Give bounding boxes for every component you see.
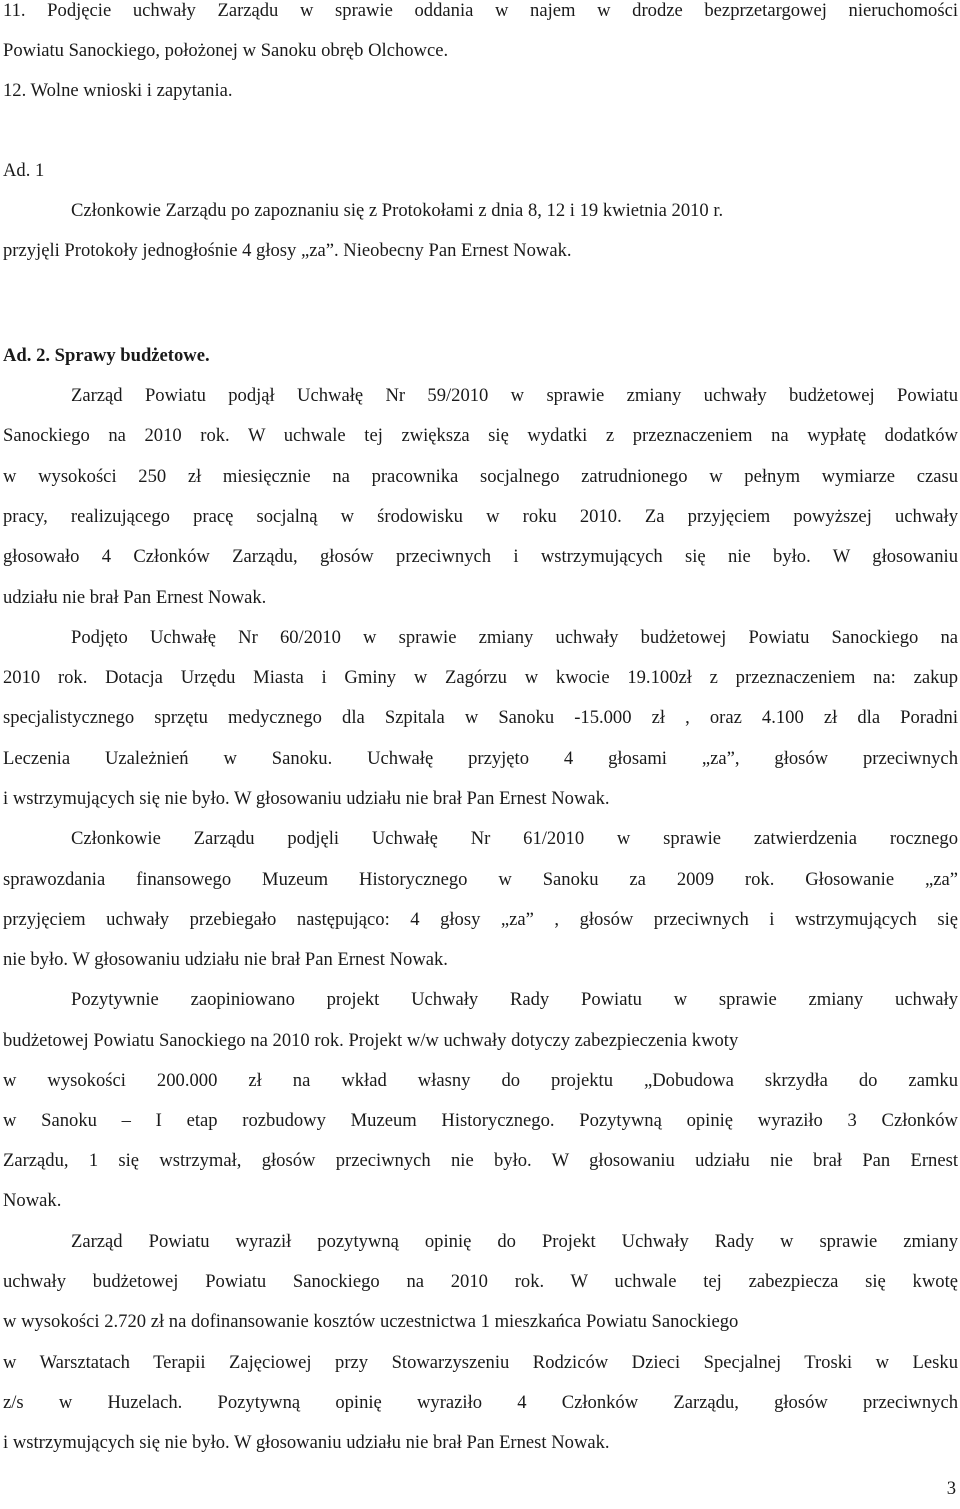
ad2-p4-line-3: w wysokości 200.000 zł na wkład własny do projektu „Dobudowa skrzydła do zamku — [3, 1070, 958, 1091]
ad2-p5-line-4: w Warsztatach Terapii Zajęciowej przy Stowarzyszeniu Rodziców Dzieci Specjalnej Troski w Lesku — [3, 1352, 958, 1373]
ad2-p5-line-3: w wysokości 2.720 zł na dofinansowanie kosztów uczestnictwa 1 mieszkańca Powiatu Sanockiego — [3, 1311, 739, 1332]
page-number: 3 — [946, 1478, 956, 1499]
ad1-heading: Ad. 1 — [3, 160, 45, 181]
ad2-p1-line-2: Sanockiego na 2010 rok. W uchwale tej zwiększa się wydatki z przeznaczeniem na wypłatę dodatków — [3, 425, 958, 446]
ad2-p5-line-5: z/s w Huzelach. Pozytywną opinię wyraziło 4 Członków Zarządu, głosów przeciwnych — [3, 1392, 958, 1413]
ad2-p1-line-3: w wysokości 250 zł miesięcznie na pracownika socjalnego zatrudnionego w pełnym wymiarze czasu — [3, 466, 958, 487]
ad1-line-2: przyjęli Protokoły jednogłośnie 4 głosy „za”. Nieobecny Pan Ernest Nowak. — [3, 240, 572, 261]
ad2-heading: Ad. 2. Sprawy budżetowe. — [3, 345, 210, 366]
ad2-p2-line-4: Leczenia Uzależnień w Sanoku. Uchwałę przyjęto 4 głosami „za”, głosów przeciwnych — [3, 748, 958, 769]
agenda-item-11-line-2: Powiatu Sanockiego, położonej w Sanoku obręb Olchowce. — [3, 40, 449, 61]
ad2-p4-line-5: Zarządu, 1 się wstrzymał, głosów przeciwnych nie było. W głosowaniu udziału nie brał Pan Ernest — [3, 1150, 958, 1171]
ad2-p2-line-2: 2010 rok. Dotacja Urzędu Miasta i Gminy w Zagórzu w kwocie 19.100zł z przeznaczeniem na: zakup — [3, 667, 958, 688]
ad2-p1-line-1: Zarząd Powiatu podjął Uchwałę Nr 59/2010 w sprawie zmiany uchwały budżetowej Powiatu — [71, 385, 958, 406]
ad2-p2-line-5: i wstrzymujących się nie było. W głosowaniu udziału nie brał Pan Ernest Nowak. — [3, 788, 610, 809]
ad2-p2-line-1: Podjęto Uchwałę Nr 60/2010 w sprawie zmiany uchwały budżetowej Powiatu Sanockiego na — [71, 627, 958, 648]
ad2-p4-line-1: Pozytywnie zaopiniowano projekt Uchwały Rady Powiatu w sprawie zmiany uchwały — [71, 989, 958, 1010]
ad2-p3-line-3: przyjęciem uchwały przebiegało następująco: 4 głosy „za” , głosów przeciwnych i wstrzymujących się — [3, 909, 958, 930]
ad2-p4-line-6: Nowak. — [3, 1190, 62, 1211]
ad2-p3-line-4: nie było. W głosowaniu udziału nie brał Pan Ernest Nowak. — [3, 949, 448, 970]
ad2-p1-line-5: głosowało 4 Członków Zarządu, głosów przeciwnych i wstrzymujących się nie było. W głosowaniu — [3, 546, 958, 567]
ad2-p1-line-6: udziału nie brał Pan Ernest Nowak. — [3, 587, 267, 608]
ad2-p3-line-2: sprawozdania finansowego Muzeum Historycznego w Sanoku za 2009 rok. Głosowanie „za” — [3, 869, 958, 890]
ad1-line-1: Członkowie Zarządu po zapoznaniu się z Protokołami z dnia 8, 12 i 19 kwietnia 2010 r. — [71, 200, 724, 221]
ad2-p3-line-1: Członkowie Zarządu podjęli Uchwałę Nr 61/2010 w sprawie zatwierdzenia rocznego — [71, 828, 958, 849]
agenda-item-11-line-1: 11. Podjęcie uchwały Zarządu w sprawie oddania w najem w drodze bezprzetargowej nieruchomości — [3, 0, 958, 21]
ad2-p4-line-4: w Sanoku – I etap rozbudowy Muzeum Historycznego. Pozytywną opinię wyraziło 3 Członków — [3, 1110, 958, 1131]
agenda-item-12: 12. Wolne wnioski i zapytania. — [3, 80, 233, 101]
ad2-p5-line-6: i wstrzymujących się nie było. W głosowaniu udziału nie brał Pan Ernest Nowak. — [3, 1432, 610, 1453]
ad2-p2-line-3: specjalistycznego sprzętu medycznego dla Szpitala w Sanoku -15.000 zł , oraz 4.100 zł dla Poradni — [3, 707, 958, 728]
ad2-p5-line-1: Zarząd Powiatu wyraził pozytywną opinię do Projekt Uchwały Rady w sprawie zmiany — [71, 1231, 958, 1252]
ad2-p1-line-4: pracy, realizującego pracę socjalną w środowisku w roku 2010. Za przyjęciem powyższej uchwały — [3, 506, 958, 527]
ad2-p5-line-2: uchwały budżetowej Powiatu Sanockiego na 2010 rok. W uchwale tej zabezpiecza się kwotę — [3, 1271, 958, 1292]
ad2-p4-line-2: budżetowej Powiatu Sanockiego na 2010 rok. Projekt w/w uchwały dotyczy zabezpieczenia kwoty — [3, 1030, 739, 1051]
